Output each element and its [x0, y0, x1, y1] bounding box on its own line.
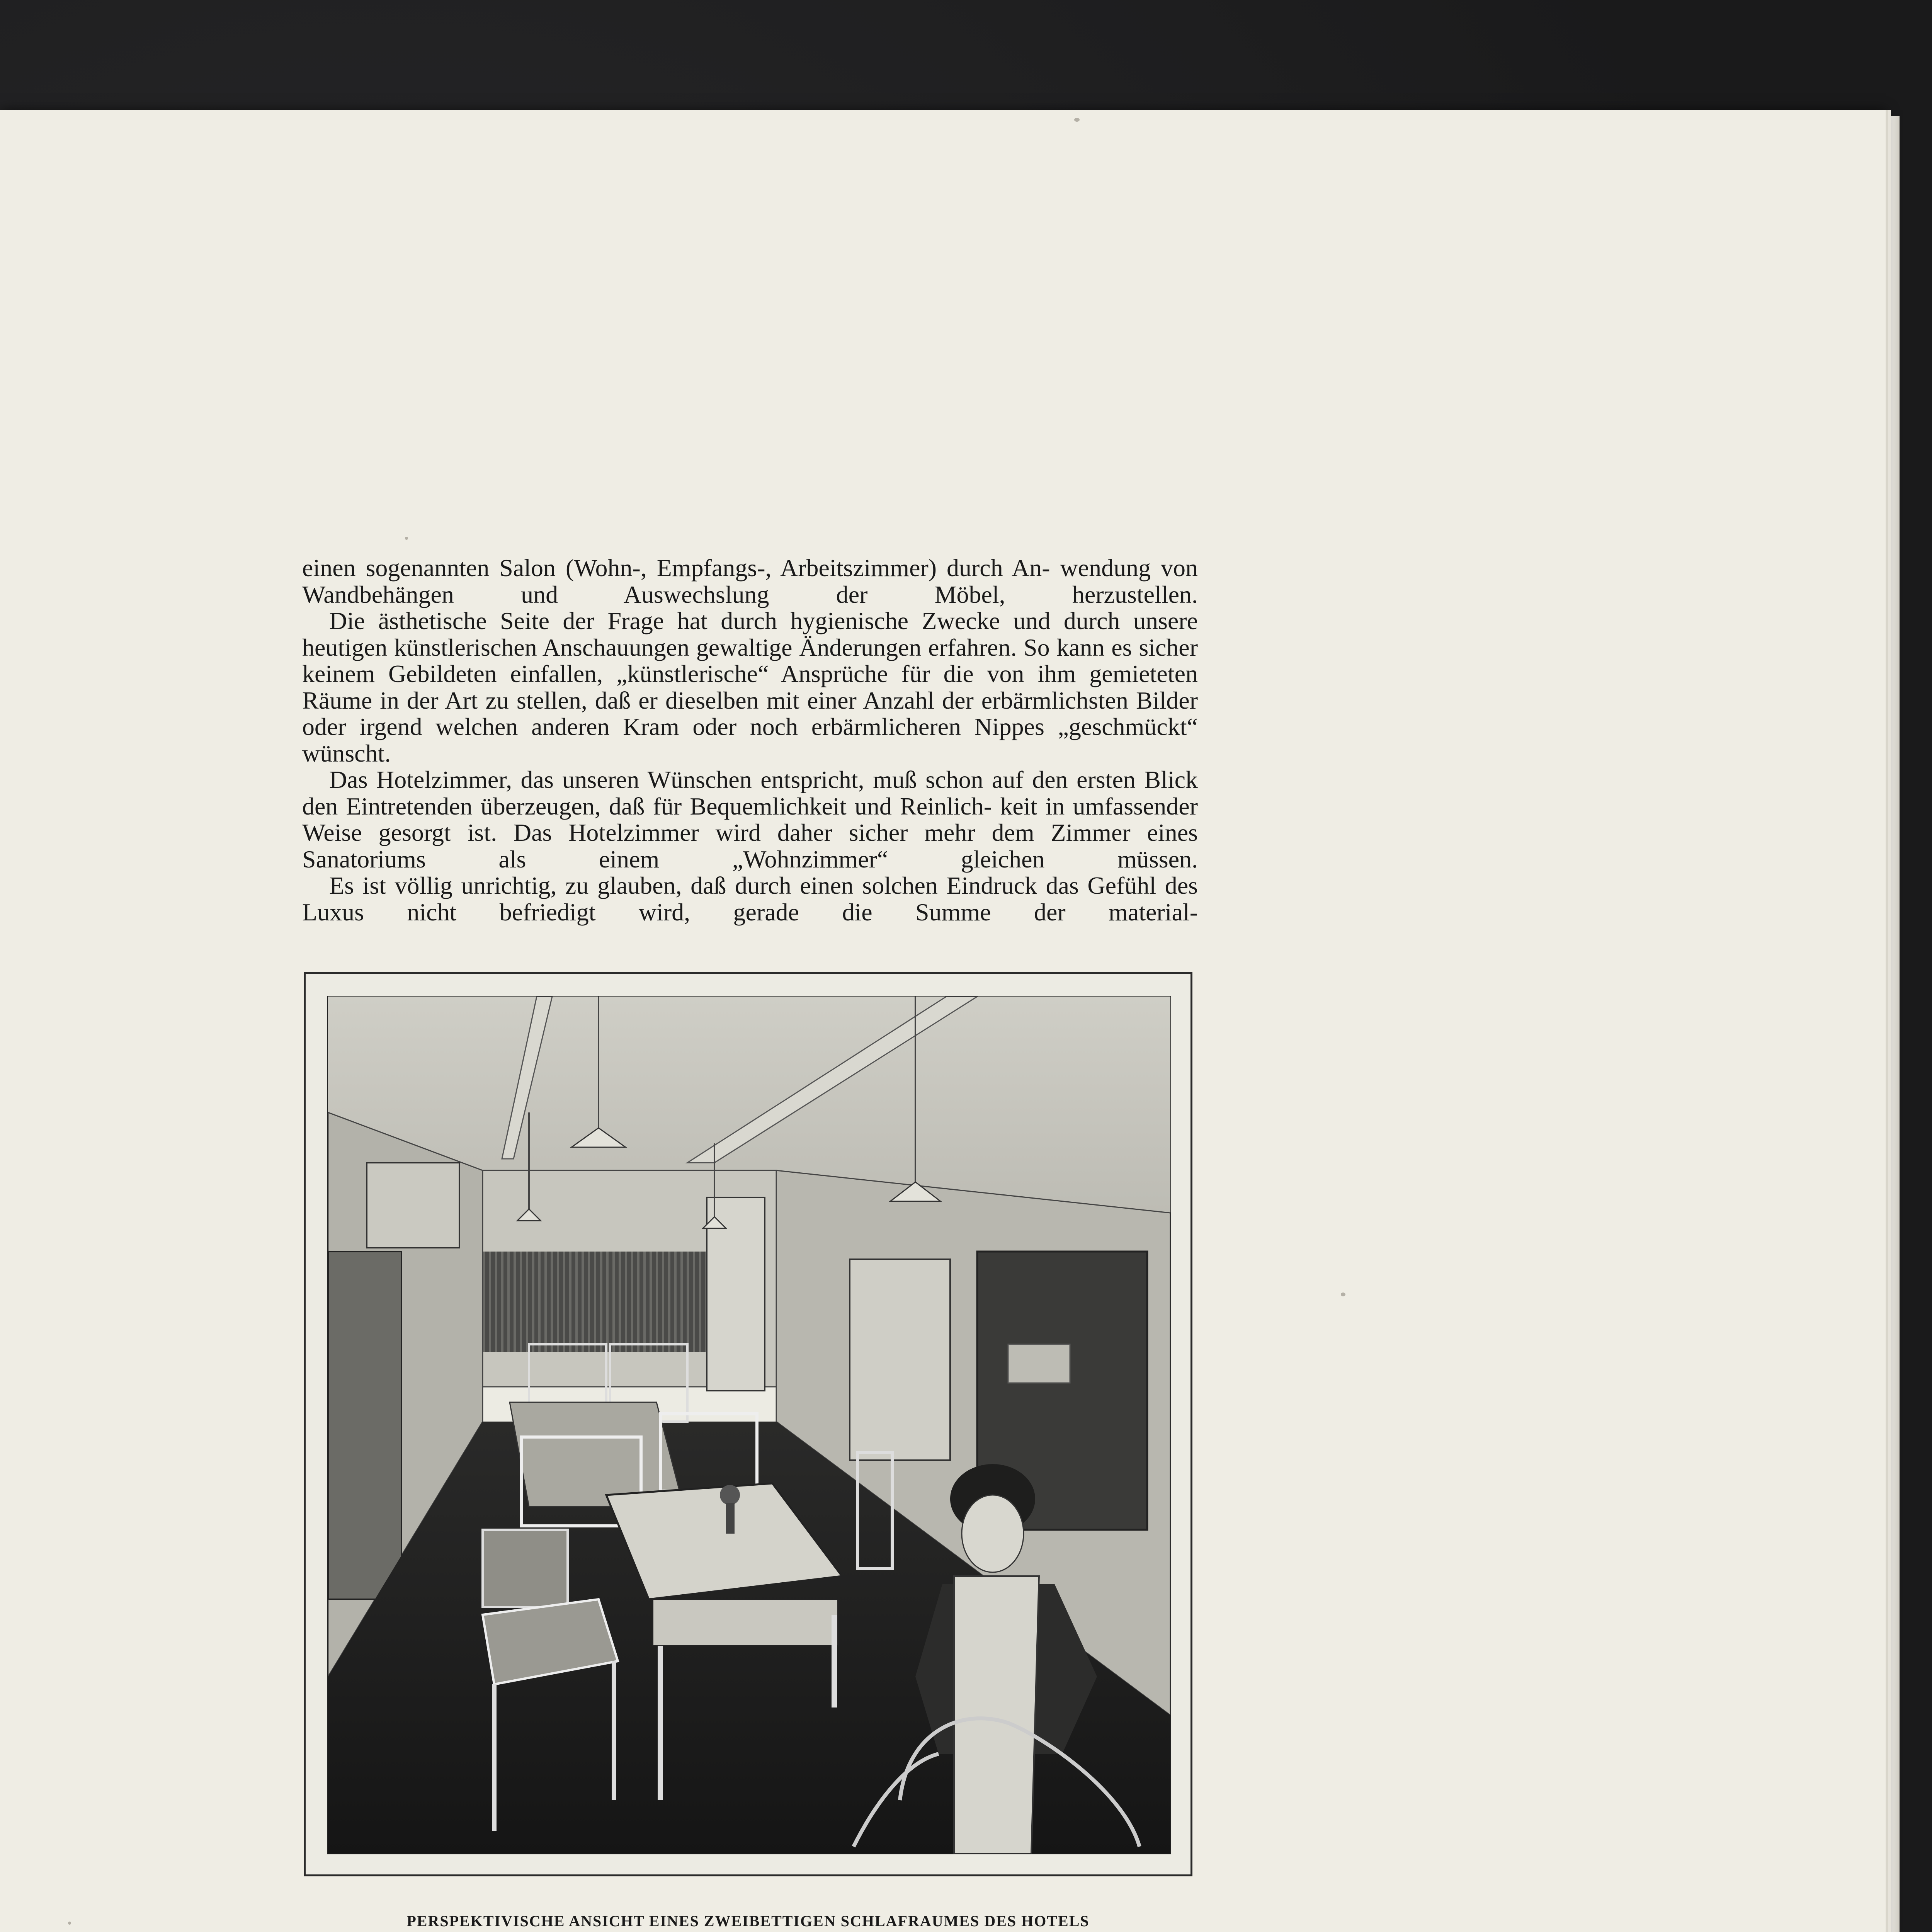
paper-speck [1074, 118, 1080, 122]
paragraph: Es ist völlig unrichtig, zu glauben, daß durch einen solchen Eindruck das Gefühl des Luxus nicht befriedigt wird, gerade die Summe der material‑ [302, 872, 1198, 926]
page-edge [1886, 116, 1900, 1932]
bedroom-drawing [328, 997, 1170, 1854]
paragraph: Die ästhetische Seite der Frage hat durch hygienische Zwecke und durch unsere heutigen künstlerischen Anschauungen gewaltige Änderungen erfahren. So kann es sicher keinem Gebildeten einfallen, „künstlerische“ Ansprüche für die von ihm gemieteten Räume in der Art zu stellen, daß er dieselben mit einer Anzahl der erbärmlichsten Bilder oder irgend welchen anderen Kram oder noch erbärmlicheren Nippes „geschmückt“ wünscht. [302, 607, 1198, 767]
paragraph: Das Hotelzimmer, das unseren Wünschen entspricht, muß schon auf den ersten Blick den Eintretenden überzeugen, daß für Bequemlichkeit und Reinlich‑ keit in umfassender Weise gesorgt ist. Das Hotelzimmer wird daher sicher mehr dem Zimmer eines Sanatoriums als einem „Wohnzimmer“ gleichen müssen. [302, 766, 1198, 873]
paper-speck [68, 1922, 71, 1925]
paragraph: einen sogenannten Salon (Wohn‑, Empfangs‑, Arbeitszimmer) durch An‑ wendung von Wandbehängen und Auswechslung der Möbel, herzustellen. [302, 554, 1198, 608]
body-text [302, 555, 1198, 925]
paper-speck [1341, 1293, 1345, 1296]
figure-caption: PERSPEKTIVISCHE ANSICHT EINES ZWEIBETTIGEN SCHLAFRAUMES DES HOTELS [406, 1912, 1090, 1930]
bedroom-illustration [327, 996, 1171, 1854]
figure-frame [304, 972, 1192, 1876]
paper-speck [405, 537, 408, 540]
